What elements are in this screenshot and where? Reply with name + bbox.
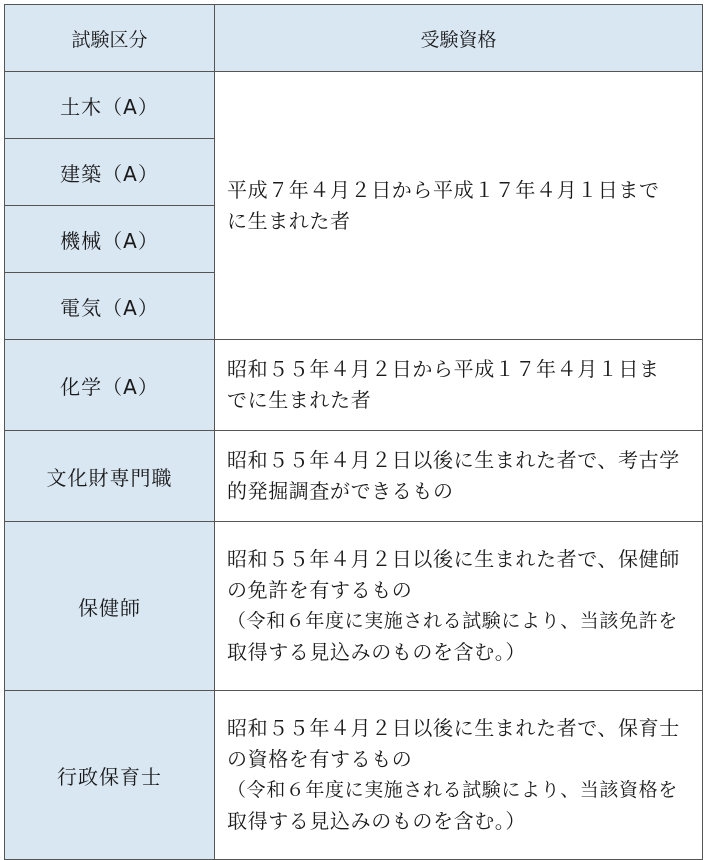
eligibility-note: （令和６年度に実施される試験により、当該資格を <box>227 779 678 801</box>
eligibility-note: 取得する見込みのものを含む。） <box>227 809 526 833</box>
table-row <box>5 691 703 860</box>
eligibility-line: の免許を有するもの <box>227 578 413 602</box>
category-public-health-nurse: 保健師 <box>5 522 215 691</box>
category-mechanical: 機械（A） <box>5 206 215 273</box>
table-row <box>5 431 703 522</box>
table-row <box>5 340 703 431</box>
eligibility-line: 昭和５５年４月２日以後に生まれた者で、保育士 <box>227 716 680 740</box>
category-electrical: 電気（A） <box>5 273 215 340</box>
eligibility-chemistry <box>215 340 703 431</box>
category-civil: 土木（A） <box>5 72 215 139</box>
eligibility-table <box>4 4 703 860</box>
eligibility-line: でに生まれた者 <box>227 388 372 412</box>
header-exam-category: 試験区分 <box>5 5 215 72</box>
eligibility-line: 昭和５５年４月２日から平成１７年４月１日ま <box>227 357 660 381</box>
eligibility-public-health-nurse <box>215 522 703 691</box>
eligibility-line: 昭和５５年４月２日以後に生まれた者で、考古学 <box>227 448 680 472</box>
header-eligibility: 受験資格 <box>215 5 703 72</box>
eligibility-childcare-worker <box>215 691 703 860</box>
eligibility-cultural-property <box>215 431 703 522</box>
table-row <box>5 72 703 139</box>
table-row <box>5 522 703 691</box>
table-header-row <box>5 5 703 72</box>
category-cultural-property: 文化財専門職 <box>5 431 215 522</box>
eligibility-note: （令和６年度に実施される試験により、当該免許を <box>227 610 678 632</box>
eligibility-line: 的発掘調査ができるもの <box>227 479 454 503</box>
eligibility-line: 昭和５５年４月２日以後に生まれた者で、保健師 <box>227 547 680 571</box>
category-chemistry: 化学（A） <box>5 340 215 431</box>
eligibility-note: 取得する見込みのものを含む。） <box>227 640 526 664</box>
eligibility-line: 平成７年４月２日から平成１７年４月１日まで <box>227 177 660 202</box>
eligibility-group-a <box>215 72 703 340</box>
eligibility-line: の資格を有するもの <box>227 747 413 771</box>
category-childcare-worker: 行政保育士 <box>5 691 215 860</box>
category-architecture: 建築（A） <box>5 139 215 206</box>
eligibility-line: に生まれた者 <box>227 208 351 233</box>
